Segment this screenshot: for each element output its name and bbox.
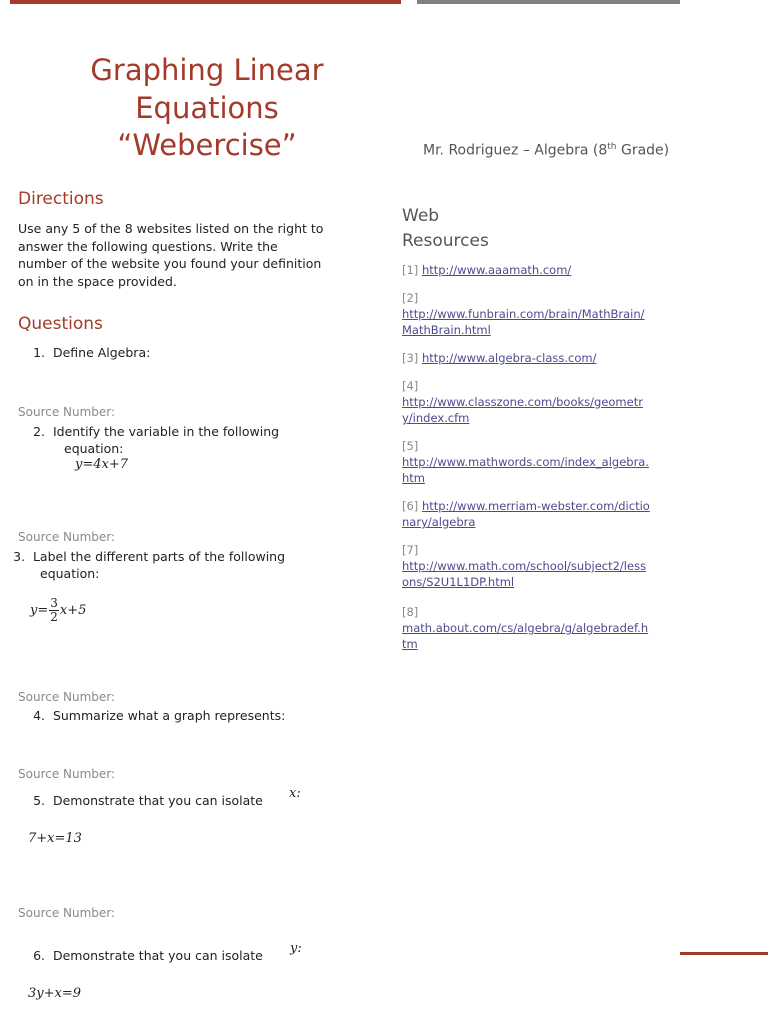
directions-text: Use any 5 of the 8 websites listed on the right to answer the following questions. Write the number of the website you found your definition on in the space provided.: [18, 221, 324, 289]
question-1: 1. Define Algebra:: [33, 345, 151, 360]
title-line-2: Equations: [135, 90, 279, 125]
source-number-label: Source Number:: [18, 690, 116, 704]
equation-5: 7+x=13: [28, 831, 82, 846]
resource-link[interactable]: http://www.classzone.com/books/geometry/index.cfm: [402, 395, 643, 425]
resource-item: [4] http://www.classzone.com/books/geometry/index.cfm: [402, 379, 643, 425]
top-accent-bar-red: [10, 0, 401, 4]
resource-item: [1] http://www.aaamath.com/: [402, 263, 572, 277]
title-line-3: “Webercise”: [117, 128, 297, 162]
top-accent-bar-gray: [417, 0, 680, 4]
question-4: 4. Summarize what a graph represents:: [33, 708, 286, 723]
resource-link[interactable]: http://www.aaamath.com/: [421, 263, 572, 277]
equation-2: y=4x+7: [75, 457, 129, 472]
equation-6: 3y+x=9: [28, 986, 82, 1001]
question-2: 2. Identify the variable in the following equation:: [33, 424, 280, 456]
source-number-label: Source Number:: [18, 530, 116, 544]
question-6: 6. Demonstrate that you can isolate: [33, 948, 263, 963]
variable-y: y:: [290, 941, 302, 956]
title-line-1: Graphing Linear: [90, 53, 324, 87]
equation-3: y= $\frac{3}{2}$ x+5: [30, 596, 87, 624]
source-number-label: Source Number:: [18, 906, 116, 920]
bottom-accent-bar: [680, 952, 768, 955]
variable-x: x:: [289, 786, 301, 801]
source-number-label: Source Number:: [18, 405, 116, 419]
resource-link[interactable]: math.about.com/cs/algebra/g/algebradef.htm: [402, 621, 649, 651]
source-number-label: Source Number:: [18, 767, 116, 781]
questions-heading: Questions: [18, 314, 103, 334]
fraction: $\frac{3}{2}$: [50, 596, 58, 624]
question-5: 5. Demonstrate that you can isolate: [33, 793, 263, 808]
resource-link[interactable]: http://www.algebra-class.com/: [421, 351, 597, 365]
page-title: [40, 52, 374, 165]
resource-item: [3] http://www.algebra-class.com/: [402, 351, 597, 365]
web-resources-heading: Web Resources: [402, 206, 489, 251]
resource-link[interactable]: http://www.funbrain.com/brain/MathBrain/MathBrain.html: [402, 307, 645, 337]
resource-link[interactable]: http://www.math.com/school/subject2/lessons/S2U1L1DP.html: [402, 559, 647, 589]
resource-item: [8] math.about.com/cs/algebra/g/algebradef.htm: [402, 605, 649, 651]
question-3: 3. Label the different parts of the following equation:: [13, 549, 286, 581]
resource-link[interactable]: http://www.merriam-webster.com/dictionary/algebra: [402, 499, 650, 529]
resource-item: [5] http://www.mathwords.com/index_algebra.htm: [402, 439, 650, 485]
resource-link[interactable]: http://www.mathwords.com/index_algebra.htm: [402, 455, 650, 485]
directions-heading: Directions: [18, 189, 104, 209]
resource-item: [2] http://www.funbrain.com/brain/MathBrain/MathBrain.html: [402, 291, 645, 337]
resource-item: [7] http://www.math.com/school/subject2/lessons/S2U1L1DP.html: [402, 543, 647, 589]
byline: Mr. Rodriguez – Algebra (8th Grade): [423, 142, 670, 159]
resource-item: [6] http://www.merriam-webster.com/dictionary/algebra: [402, 499, 650, 529]
